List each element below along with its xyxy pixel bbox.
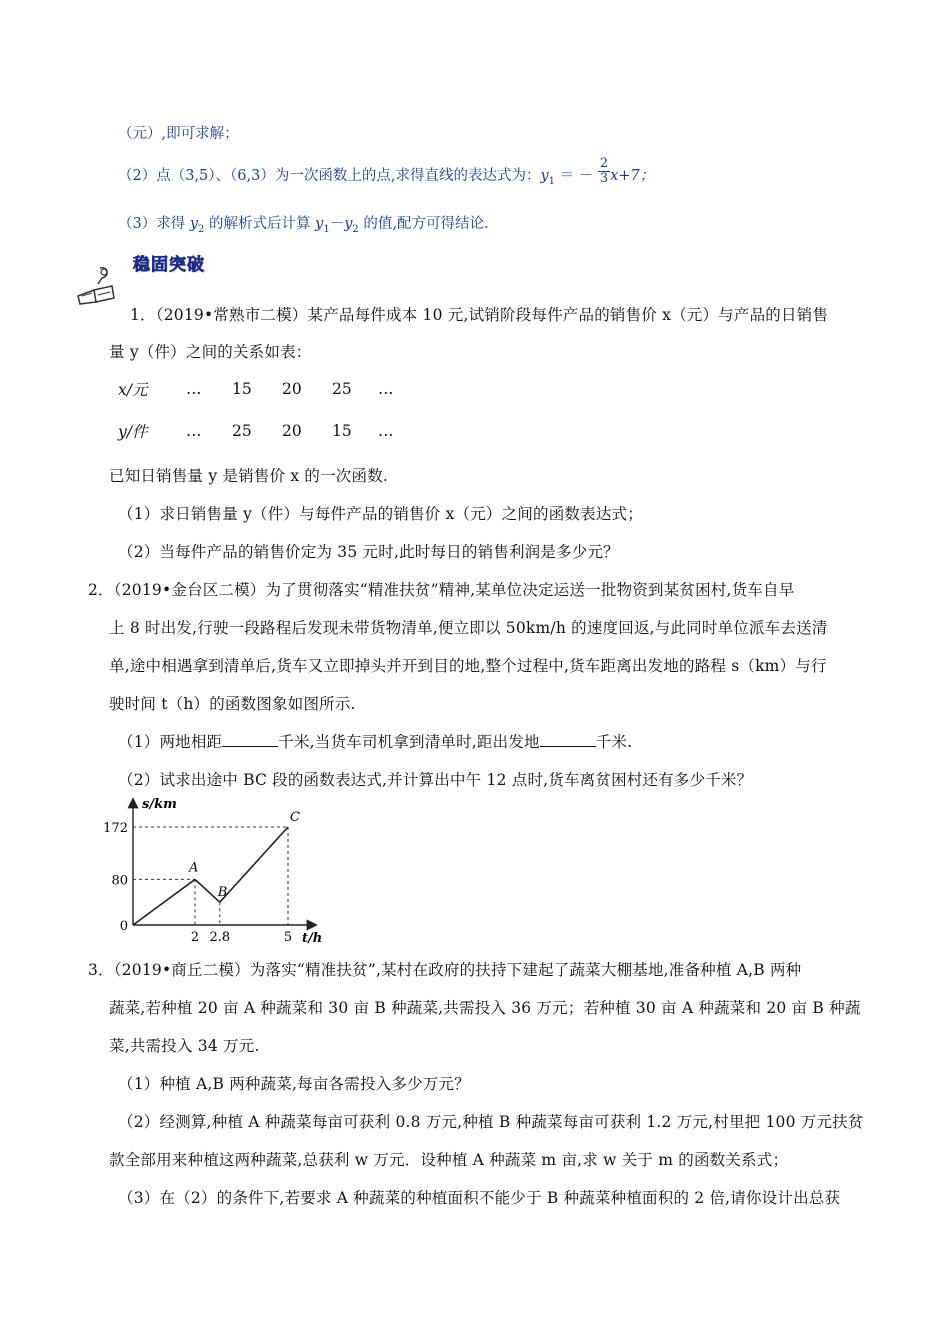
hint-line-3-a: （3）求得	[118, 216, 190, 232]
x-tick-label: 2.8	[209, 930, 231, 945]
hint-line-3	[118, 212, 489, 235]
table-row	[118, 368, 418, 410]
table-cell: 15	[332, 422, 352, 440]
section-title-badge	[133, 250, 223, 276]
q2-part-1-c: 千米.	[595, 733, 633, 751]
q1-line-1: 1．（2019•常熟市二模）某产品每件成本 10 元,试销阶段每件产品的销售价 x（元）与产品的日销售	[130, 306, 829, 324]
series-segment	[133, 879, 195, 925]
q1-line-2: 量 y（件）之间的关系如表：	[109, 343, 312, 361]
table-row	[118, 410, 418, 452]
fraction-numerator: 2	[599, 155, 609, 171]
section-title: 稳固突破	[133, 255, 205, 275]
point-label: C	[290, 810, 300, 825]
q1-part-1: （1）求日销售量 y（件）与每件产品的销售价 x（元）之间的函数表达式；	[118, 505, 643, 523]
table-cell: …	[378, 422, 394, 440]
table-cell: 15	[232, 380, 252, 398]
table-cell: …	[186, 380, 202, 398]
table-cell: 25	[332, 380, 352, 398]
y-axis-label: s/km	[142, 797, 177, 812]
hint-y1: y	[540, 168, 549, 184]
hint-y1-sub: 1	[548, 175, 556, 187]
q3-line-1: 3．（2019•商丘二模）为落实“精准扶贫”,某村在政府的扶持下建起了蔬菜大棚基地,准备种植 A,B 两种	[88, 961, 802, 979]
table-cell: 20	[282, 422, 302, 440]
point-label: B	[217, 885, 228, 901]
hint-line-2	[118, 155, 655, 187]
hint-line-2-tail: x+7；	[610, 168, 655, 184]
hint-y1b: y	[315, 216, 324, 232]
y-tick-label: 0	[119, 919, 128, 934]
table-cell: x/元	[118, 381, 148, 399]
q1-table	[118, 368, 418, 452]
hint-line-1: （元）,即可求解；	[118, 126, 239, 142]
q2-part-1	[118, 730, 632, 752]
hint-y2b: y	[344, 216, 353, 232]
q2-part-2: （2）试求出途中 BC 段的函数表达式,并计算出中午 12 点时,货车离贫困村还有多少千米？	[118, 771, 753, 789]
table-cell: 25	[232, 422, 252, 440]
q3-part-2a: （2）经测算,种植 A 种蔬菜每亩可获利 0.8 万元,种植 B 种蔬菜每亩可获利 1.2 万元,村里把 100 万元扶贫	[118, 1113, 864, 1131]
q3-part-1: （1）种植 A,B 两种蔬菜,每亩各需投入多少万元？	[118, 1075, 470, 1093]
series-segment	[220, 827, 288, 902]
q2-part-1-b: 千米,当货车司机拿到清单时,距出发地	[278, 733, 540, 751]
q3-line-2: 蔬菜,若种植 20 亩 A 种蔬菜和 30 亩 B 种蔬菜,共需投入 36 万元；若种植 30 亩 A 种蔬菜和 20 亩 B 种蔬	[109, 999, 861, 1017]
hint-line-3-b: 的解析式后计算	[204, 216, 316, 232]
q2-line-4: 驶时间 t（h）的函数图象如图所示.	[109, 695, 356, 713]
hint-line-3-c: 的值,配方可得结论.	[358, 216, 489, 232]
hint-y2b-sub: 2	[352, 223, 359, 235]
hint-y2a-sub: 2	[198, 223, 205, 235]
point-label: A	[189, 860, 199, 876]
y-tick-label: 80	[111, 873, 128, 889]
table-cell: y/件	[118, 423, 148, 441]
q2-line-3: 单,途中相遇拿到清单后,货车又立即掉头并开到目的地,整个过程中,货车距离出发地的路程 s（km）与行	[109, 657, 827, 675]
reading-book-icon	[74, 262, 120, 306]
table-cell: …	[186, 422, 202, 440]
y-tick-label: 172	[103, 821, 128, 836]
x-tick-label: 5	[283, 930, 293, 945]
distance-time-chart	[100, 792, 340, 952]
fraction	[598, 157, 610, 186]
q2-part-1-a: （1）两地相距	[118, 733, 223, 751]
table-cell: 20	[282, 380, 302, 398]
series-segment	[195, 879, 220, 902]
q1-line-3: 已知日销售量 y 是销售价 x 的一次函数.	[109, 467, 389, 485]
q2-line-2: 上 8 时出发,行驶一段路程后发现未带货物清单,便立即以 50km/h 的速度回返,与此同时单位派车去送清	[109, 619, 828, 637]
q1-part-2: （2）当每件产品的销售价定为 35 元时,此时每日的销售利润是多少元？	[118, 543, 619, 561]
q3-line-3: 菜,共需投入 34 万元.	[109, 1037, 260, 1055]
answer-blank[interactable]	[222, 732, 278, 747]
q3-part-3: （3）在（2）的条件下,若要求 A 种蔬菜的种植面积不能少于 B 种蔬菜种植面积的 2 倍,请你设计出总获	[118, 1189, 841, 1207]
hint-line-2-text: （2）点（3,5）、（6,3）为一次函数上的点,求得直线的表达式为：	[118, 168, 541, 184]
table-cell: …	[378, 380, 394, 398]
fraction-denominator: 3	[599, 170, 609, 186]
q2-line-1: 2．（2019•金台区二模）为了贯彻落实“精准扶贫”精神,某单位决定运送一批物资到某贫困村,货车自早	[88, 581, 795, 599]
x-axis-label: t/h	[302, 931, 323, 946]
x-tick-label: 2	[190, 930, 200, 945]
hint-y2a: y	[189, 216, 199, 232]
hint-eq: ＝ －	[555, 168, 594, 184]
answer-blank[interactable]	[540, 732, 596, 747]
q3-part-2b: 款全部用来种植这两种蔬菜,总获利 w 万元．设种植 A 种蔬菜 m 亩,求 w 关于 m 的函数关系式；	[109, 1151, 789, 1169]
hint-minus: －	[329, 216, 345, 232]
hint-y1b-sub: 1	[323, 223, 330, 235]
